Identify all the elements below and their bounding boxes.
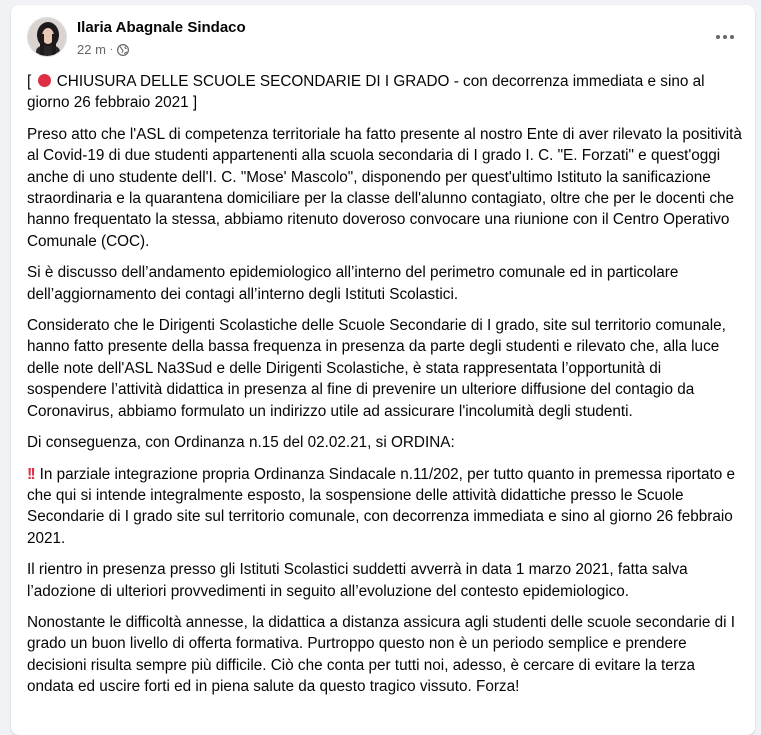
globe-icon <box>117 44 129 56</box>
paragraph-5: Il rientro in presenza presso gli Istituti Scolastici suddetti avverrà in data 1 marzo 2021, fatta salva l’adozione di ulteriori provvedimenti in seguito all’evoluzione del contesto epidemiologico. <box>27 561 688 600</box>
more-options-icon <box>716 35 720 39</box>
post-card <box>11 5 755 735</box>
avatar[interactable] <box>27 17 67 57</box>
more-options-dot <box>730 35 734 39</box>
paragraph-3: Considerato che le Dirigenti Scolastiche delle Scuole Secondarie di I grado, site sul territorio comunale, hanno fatto presente della bassa frequenza in presenza da parte degli studenti e rilevato che, alla luce delle note dell'ASL Na3Sud e delle Dirigenti Scolastiche, è stata rappresentata l’opportunità di sospendere l’attività didattica in presenza al fine di prevenire un ulteriore diffusione del contagio da Coronavirus, abbiamo formulato un indirizzo utile ad assicurare l'incolumità degli studenti. <box>27 317 726 420</box>
meta-separator: · <box>109 44 114 55</box>
double-exclamation-icon: !! <box>27 465 34 483</box>
post-meta <box>77 42 129 57</box>
paragraph-6: Nonostante le difficoltà annesse, la didattica a distanza assicura agli studenti delle scuole secondarie di I grado un buon livello di offerta formativa. Purtroppo questo non è un periodo semplice e prendere decisioni risulta sempre più difficile. Ciò che conta per tutti noi, adesso, è cercare di evitare la terza ondata ed uscire forti ed in piena salute da questo tragico vissuto. Forza! <box>27 613 736 696</box>
post-title-text: CHIUSURA DELLE SCUOLE SECONDARIE DI I GRADO - con decorrenza immediata e sino al giorno 26 febbraio 2021 ] <box>27 73 705 112</box>
paragraph-4: Di conseguenza, con Ordinanza n.15 del 02.02.21, si ORDINA: <box>27 434 455 452</box>
post-body <box>27 71 745 708</box>
more-options-button[interactable] <box>707 23 743 51</box>
red-circle-icon <box>38 74 51 87</box>
more-options-dot <box>723 35 727 39</box>
ordinance-text: In parziale integrazione propria Ordinanza Sindacale n.11/202, per tutto quanto in premessa riportato e che qui si intende integralmente esposto, la sospensione delle attività didattiche presso le Scuole Secondarie di I grado site sul territorio comunale, con decorrenza immediata e sino al giorno 26 febbraio 2021. <box>27 465 735 547</box>
post-title <box>27 71 745 114</box>
author-name[interactable]: Ilaria Abagnale Sindaco <box>77 19 246 36</box>
paragraph-2: Si è discusso dell’andamento epidemiologico all’interno del perimetro comunale ed in particolare dell’aggiornamento dei contagi all’interno degli Istituti Scolastici. <box>27 264 679 303</box>
post-time[interactable]: 22 m <box>77 42 106 57</box>
title-bracket: [ <box>27 73 32 90</box>
avatar-image <box>28 18 67 57</box>
paragraph-1: Preso atto che l'ASL di competenza territoriale ha fatto presente al nostro Ente di aver rilevato la positività al Covid-19 di due studenti appartenenti alla scuola secondaria di I grado I. C. "E. Forzati" e quest'oggi anche di uno studente dell'I. C. "Mose' Mascolo", disponendo per quest'ultimo Istituto la sanificazione straordinaria e la quarantena domiciliare per la classe dell'alunno contagiato, oltre che per le docenti che hanno frequentato la stessa, abbiamo ritenuto doveroso convocare una riunione con il Centro Operativo Comunale (COC). <box>27 125 742 250</box>
post-header <box>27 17 739 61</box>
ordinance-paragraph <box>27 464 745 550</box>
